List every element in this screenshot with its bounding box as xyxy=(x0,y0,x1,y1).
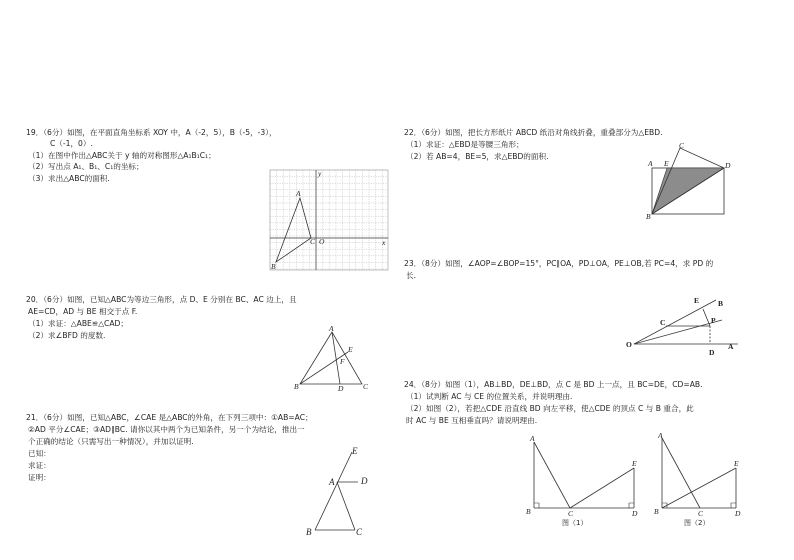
q19-label-c: C xyxy=(310,237,316,246)
q23-figure xyxy=(624,292,744,364)
q19-triangle-abc xyxy=(276,198,311,262)
q21-label-e: E xyxy=(352,446,358,456)
q24f2-segment-be xyxy=(662,468,736,508)
q21-line6: 证明： xyxy=(28,473,51,482)
q19-grid-figure xyxy=(266,166,390,274)
q24-line2: （1）试判断 AC 与 CE 的位置关系，并说明理由. xyxy=(406,392,573,401)
q19-line4: （2）写出点 A₁、B₁、C₁的坐标； xyxy=(28,162,144,171)
q22-line1: 22．（6分）如图，把长方形纸片 ABCD 纸沿对角线折叠，重叠部分为△EBD. xyxy=(404,128,663,137)
q23-segment-pe xyxy=(703,309,710,326)
q20-line3: （1）求证：△ABE≌△CAD； xyxy=(28,319,128,328)
q21-label-c: C xyxy=(356,527,363,537)
q24f2-caption: 图（2） xyxy=(684,519,710,527)
q24f1-segment-ac xyxy=(534,442,570,508)
q23-label-a: A xyxy=(728,342,734,351)
q24-figure-2 xyxy=(652,432,752,532)
q22-line3: （2）若 AB=4，BE=5，求△EBD的面积. xyxy=(406,152,549,161)
q24f2-label-e: E xyxy=(734,459,739,468)
q22-label-d: D xyxy=(725,161,731,170)
q19-line5: （3）求出△ABC的面积. xyxy=(28,174,110,183)
q24f1-label-d: D xyxy=(632,509,638,518)
q20-triangle-abc xyxy=(300,332,362,384)
q22-figure xyxy=(644,142,734,220)
q20-label-d: D xyxy=(338,384,344,393)
q24f1-right-angle-b xyxy=(534,503,539,508)
q19-line3: （1）在图中作出△ABC关于 y 轴的对称图形△A₁B₁C₁； xyxy=(28,151,216,160)
q20-label-a: A xyxy=(329,324,334,333)
q20-line4: （2）求∠BFD 的度数. xyxy=(28,331,106,340)
q20-label-f: F xyxy=(340,357,345,366)
q23-label-p: P xyxy=(711,316,716,325)
q21-line3: 个正确的结论（只需写出一种情况），并加以证明. xyxy=(28,437,194,446)
q24f2-label-b: B xyxy=(654,507,659,516)
q23-line1: 23．（8分）如图，∠AOP=∠BOP=15°，PC∥OA，PD⊥OA，PE⊥OB,若 PC=4，求 PD 的 xyxy=(404,259,714,268)
q19-line2: C（-1，0）. xyxy=(50,139,93,148)
q24-line1: 24．（8分）如图（1），AB⊥BD，DE⊥BD，点 C 是 BD 上一点，且 BC=DE，CD=AB. xyxy=(404,380,703,389)
q19-line1: 19．（6分）如图，在平面直角坐标系 XOY 中，A（-2，5），B（-5，-3）， xyxy=(26,128,277,137)
q22-label-e: E xyxy=(664,159,669,168)
q24f1-right-angle-d xyxy=(629,503,634,508)
q23-ray-ob xyxy=(634,300,716,344)
q24f2-label-d: D xyxy=(735,509,741,518)
q23-label-b: B xyxy=(718,299,724,308)
q20-figure xyxy=(290,324,380,392)
q20-label-c: C xyxy=(363,382,369,391)
q19-label-y: y xyxy=(318,169,322,178)
q19-label-o: O xyxy=(319,237,325,246)
q21-segment-ac xyxy=(337,482,355,530)
q22-line2: （1）求证：△EBD是等腰三角形； xyxy=(406,140,524,149)
q24f1-segment-ce xyxy=(570,468,634,508)
q24f1-label-a: A xyxy=(530,434,535,443)
q20-label-b: B xyxy=(294,382,299,391)
q19-label-x: x xyxy=(382,238,386,247)
q22-label-b: B xyxy=(646,212,651,221)
q19-label-b: B xyxy=(271,262,276,271)
q21-label-a: A xyxy=(329,477,335,487)
q24f1-label-b: B xyxy=(526,507,531,516)
q24-figure-1 xyxy=(522,432,646,532)
q21-line1: 21．（6分）如图，已知△ABC，∠CAE 是△ABC的外角，在下列三项中：①AB=AC； xyxy=(26,413,313,422)
q23-label-d: D xyxy=(709,348,715,357)
q23-line2: 长. xyxy=(406,271,417,280)
q21-line2: ②AD 平分∠CAE；③AD∥BC. 请你以其中两个为已知条件，另一个为结论，推出一 xyxy=(28,425,305,434)
q24-line4: 时 AC 与 BE 互相垂直吗？请说明理由. xyxy=(406,416,538,425)
q20-line2: AE=CD，AD 与 BE 相交于点 F. xyxy=(28,307,138,316)
q23-label-c: C xyxy=(660,318,666,327)
q24f1-label-c: C xyxy=(568,509,574,518)
q23-label-e: E xyxy=(694,296,700,305)
q19-grid xyxy=(270,170,388,270)
q21-label-b: B xyxy=(306,527,312,537)
q19-label-a: A xyxy=(296,189,301,198)
q23-label-o: O xyxy=(626,340,632,349)
q22-label-c: C xyxy=(679,141,685,150)
q24f2-right-angle-d xyxy=(731,503,736,508)
q21-figure xyxy=(300,444,376,540)
q24f1-label-e: E xyxy=(632,459,637,468)
q24f2-label-a: A xyxy=(658,431,663,440)
q21-line4: 已知： xyxy=(28,449,51,458)
q24-line3: （2）如图（2），若把△CDE 沿直线 BD 向左平移，使△CDE 的顶点 C 与 B 重合，此 xyxy=(406,404,694,413)
q21-line-be xyxy=(315,452,352,530)
q22-label-a: A xyxy=(648,159,653,168)
q21-label-d: D xyxy=(361,476,368,486)
q24f1-caption: 图（1） xyxy=(562,519,588,527)
q20-line1: 20．（6分）如图，已知△ABC为等边三角形，点 D、E 分别在 BC、AC 边上，且 xyxy=(26,295,297,304)
q24f2-label-c: C xyxy=(698,509,704,518)
q21-line5: 求证： xyxy=(28,461,51,470)
q20-label-e: E xyxy=(348,345,353,354)
